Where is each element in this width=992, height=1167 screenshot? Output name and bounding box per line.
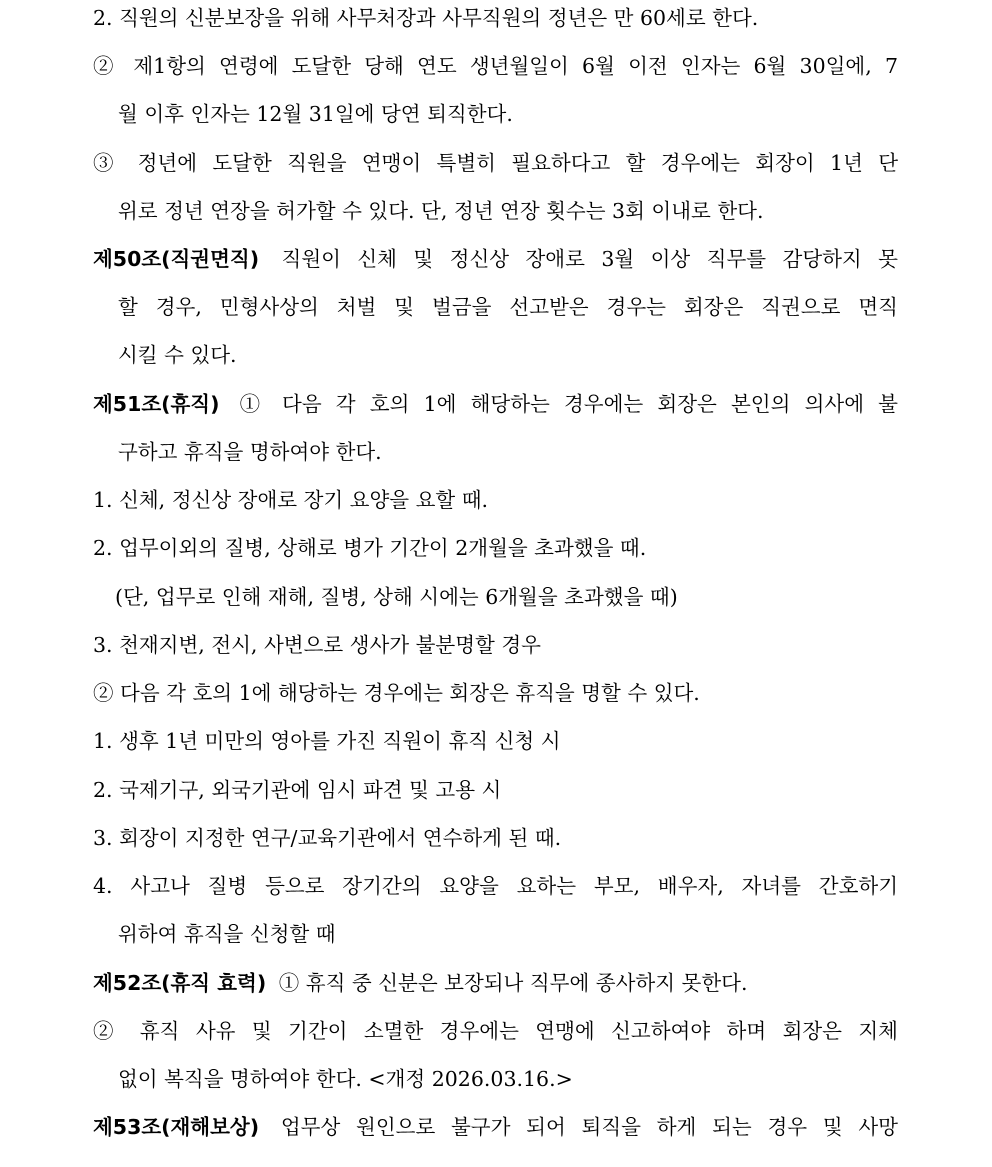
- list-item: [93, 726, 561, 756]
- line-text: 2. 국제기구, 외국기관에 임시 파견 및 고용 시: [93, 778, 502, 802]
- list-item: [93, 485, 488, 515]
- article-heading: 제50조(직권면직): [93, 247, 260, 271]
- line-text: 시킬 수 있다.: [118, 343, 237, 367]
- list-item: [93, 823, 561, 853]
- article-50-line: [93, 244, 898, 274]
- article-heading: 제52조(휴직 효력): [93, 971, 267, 995]
- line-text: ② 휴직 사유 및 기간이 소멸한 경우에는 연맹에 신고하여야 하며 회장은 지체: [93, 1019, 898, 1043]
- list-item: [93, 533, 646, 563]
- line-text: 위로 정년 연장을 허가할 수 있다. 단, 정년 연장 횟수는 3회 이내로 한다.: [118, 199, 764, 223]
- text-line: [93, 51, 898, 81]
- article-51-line: [93, 389, 898, 419]
- article-heading: 제51조(휴직): [93, 392, 220, 416]
- line-text: 1. 생후 1년 미만의 영아를 가진 직원이 휴직 신청 시: [93, 729, 561, 753]
- text-line: [93, 678, 700, 708]
- text-line: [118, 437, 382, 467]
- article-52-line: [93, 968, 747, 998]
- text-line: [93, 148, 898, 178]
- text-line: [93, 3, 758, 33]
- text-line: [118, 292, 898, 322]
- line-text: 직원이 신체 및 정신상 장애로 3월 이상 직무를 감당하지 못: [281, 247, 898, 271]
- line-text: 1. 신체, 정신상 장애로 장기 요양을 요할 때.: [93, 488, 489, 512]
- line-text: 업무상 원인으로 불구가 되어 퇴직을 하게 되는 경우 및 사망: [280, 1115, 898, 1139]
- list-item-note: [115, 582, 678, 612]
- line-text: 월 이후 인자는 12월 31일에 당연 퇴직한다.: [118, 102, 513, 126]
- line-text: 위하여 휴직을 신청할 때: [118, 922, 336, 946]
- line-text: 4. 사고나 질병 등으로 장기간의 요양을 요하는 부모, 배우자, 자녀를 간호하기: [93, 874, 899, 898]
- line-text: 3. 천재지변, 전시, 사변으로 생사가 불분명할 경우: [93, 633, 541, 657]
- line-text: ② 다음 각 호의 1에 해당하는 경우에는 회장은 휴직을 명할 수 있다.: [93, 681, 700, 705]
- line-text: ① 휴직 중 신분은 보장되나 직무에 종사하지 못한다.: [278, 971, 748, 995]
- list-item: [93, 775, 501, 805]
- text-line: [93, 1016, 898, 1046]
- article-53-line: [93, 1112, 898, 1142]
- list-item: [93, 630, 541, 660]
- document-page: [93, 0, 898, 1167]
- line-text: ① 다음 각 호의 1에 해당하는 경우에는 회장은 본인의 의사에 불: [239, 392, 898, 416]
- line-text: 2. 직원의 신분보장을 위해 사무처장과 사무직원의 정년은 만 60세로 한다.: [93, 6, 759, 30]
- text-line: [118, 99, 513, 129]
- line-text: 2. 업무이외의 질병, 상해로 병가 기간이 2개월을 초과했을 때.: [93, 536, 647, 560]
- text-line: [118, 919, 336, 949]
- line-text: ③ 정년에 도달한 직원을 연맹이 특별히 필요하다고 할 경우에는 회장이 1년 단: [93, 151, 898, 175]
- article-heading: 제53조(재해보상): [93, 1115, 260, 1139]
- line-text: (단, 업무로 인해 재해, 질병, 상해 시에는 6개월을 초과했을 때): [115, 585, 678, 609]
- line-text: ② 제1항의 연령에 도달한 당해 연도 생년월일이 6월 이전 인자는 6월 30일에, 7: [93, 54, 898, 78]
- text-line: [118, 196, 763, 226]
- text-line: [118, 340, 237, 370]
- text-line: [118, 1064, 573, 1094]
- line-text: 할 경우, 민형사상의 처벌 및 벌금을 선고받은 경우는 회장은 직권으로 면직: [118, 295, 898, 319]
- line-text: 3. 회장이 지정한 연구/교육기관에서 연수하게 된 때.: [93, 826, 562, 850]
- list-item: [93, 871, 898, 901]
- line-text: 구하고 휴직을 명하여야 한다.: [118, 440, 382, 464]
- line-text: 없이 복직을 명하여야 한다. <개정 2026.03.16.>: [118, 1067, 573, 1091]
